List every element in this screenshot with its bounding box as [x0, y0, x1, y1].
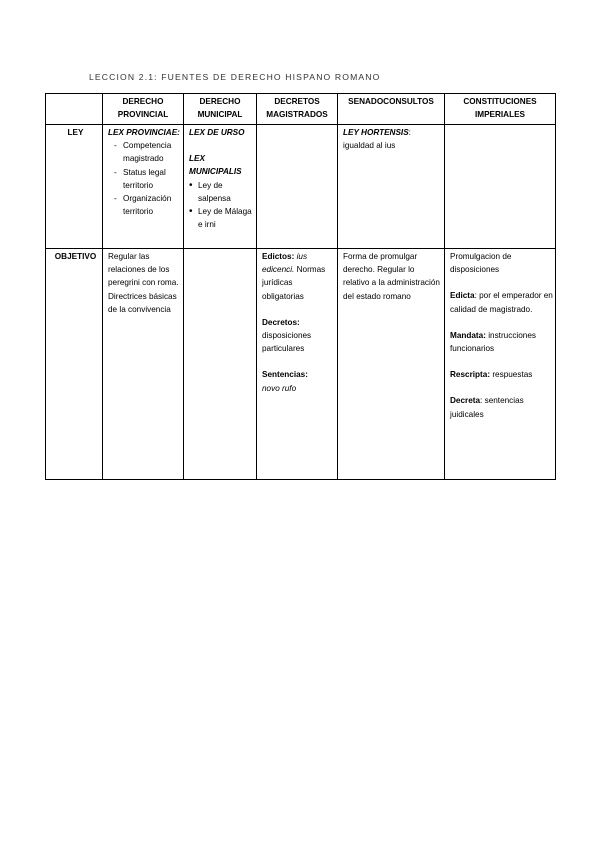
sentencias-italic: novo rufo	[262, 383, 297, 393]
sentencias-block	[262, 368, 335, 394]
list-item: • Ley de salpensa	[189, 179, 254, 205]
decretos-block	[262, 316, 335, 356]
lex-de-urso-title: LEX DE URSO	[189, 128, 245, 137]
row-label-ley: LEY	[46, 125, 103, 249]
provincial-list	[108, 139, 181, 218]
edictos-text: Normas jurídicas obligatorias	[262, 265, 326, 301]
header-empty	[46, 94, 103, 125]
edicta-text: : por el emperador en calidad de magistrado.	[450, 291, 553, 314]
header-constituciones-imperiales: CONSTITUCIONES IMPERIALES	[445, 94, 556, 125]
cell-ley-municipal	[184, 125, 257, 249]
rescripta-label: Rescripta:	[450, 370, 491, 380]
rescripta-text: respuestas	[490, 370, 533, 380]
decreta-text: : sentencias juidicales	[450, 396, 524, 419]
decreta-block	[450, 394, 553, 420]
rescripta-block	[450, 368, 553, 381]
cell-objetivo-provincial: Regular las relaciones de los peregrini con roma. Directrices básicas de la convivencia	[103, 249, 184, 480]
cell-ley-senado	[338, 125, 445, 249]
municipal-list	[189, 179, 254, 232]
lex-provinciae-title: LEX PROVINCIAE:	[108, 128, 180, 137]
header-decretos-magistrados: DECRETOS MAGISTRADOS	[257, 94, 338, 125]
list-item: - Status legal territorio	[114, 166, 181, 192]
list-item: - Organización territorio	[114, 192, 181, 218]
decretos-label: Decretos:	[262, 317, 300, 327]
table-row-objetivo	[46, 249, 556, 480]
cell-ley-provincial	[103, 125, 184, 249]
cell-objetivo-senado: Forma de promulgar derecho. Regular lo relativo a la administración del estado romano	[338, 249, 445, 480]
decretos-text: disposiciones particulares	[262, 331, 312, 354]
header-derecho-provincial: DERECHO PROVINCIAL	[103, 94, 184, 125]
lex-municipalis-title: LEX MUNICIPALIS	[189, 154, 242, 177]
ley-hortensis-title: LEY HORTENSIS	[343, 128, 409, 137]
row-label-objetivo: OBJETIVO	[46, 249, 103, 480]
mandata-label: Mandata:	[450, 330, 486, 340]
mandata-text: instrucciones funcionarios	[450, 330, 537, 354]
decreta-label: Decreta	[450, 396, 481, 406]
sources-table	[45, 93, 556, 480]
constituciones-intro: Promulgacion de disposiciones	[450, 252, 512, 275]
cell-objetivo-constituciones	[445, 249, 556, 480]
list-item: - Competencia magistrado	[114, 139, 181, 165]
edictos-block	[262, 250, 335, 303]
edicta-label: Edicta	[450, 291, 475, 301]
page-title: LECCION 2.1: FUENTES DE DERECHO HISPANO ROMANO	[89, 72, 381, 82]
edictos-label: Edictos:	[262, 252, 295, 261]
mandata-block	[450, 329, 553, 355]
sentencias-label: Sentencias:	[262, 370, 308, 380]
cell-objetivo-decretos	[257, 249, 338, 480]
header-derecho-municipal: DERECHO MUNICIPAL	[184, 94, 257, 125]
table-row-ley	[46, 125, 556, 249]
cell-objetivo-municipal	[184, 249, 257, 480]
cell-ley-decretos	[257, 125, 338, 249]
edictos-italic: ius edicenci.	[262, 252, 308, 275]
cell-ley-constituciones	[445, 125, 556, 249]
edicta-block	[450, 289, 553, 315]
list-item: • Ley de Málaga e irni	[189, 205, 254, 231]
header-senadoconsultos: SENADOCONSULTOS	[338, 94, 445, 125]
ley-hortensis-text: : igualdad al ius	[343, 128, 411, 151]
header-row	[46, 94, 556, 125]
